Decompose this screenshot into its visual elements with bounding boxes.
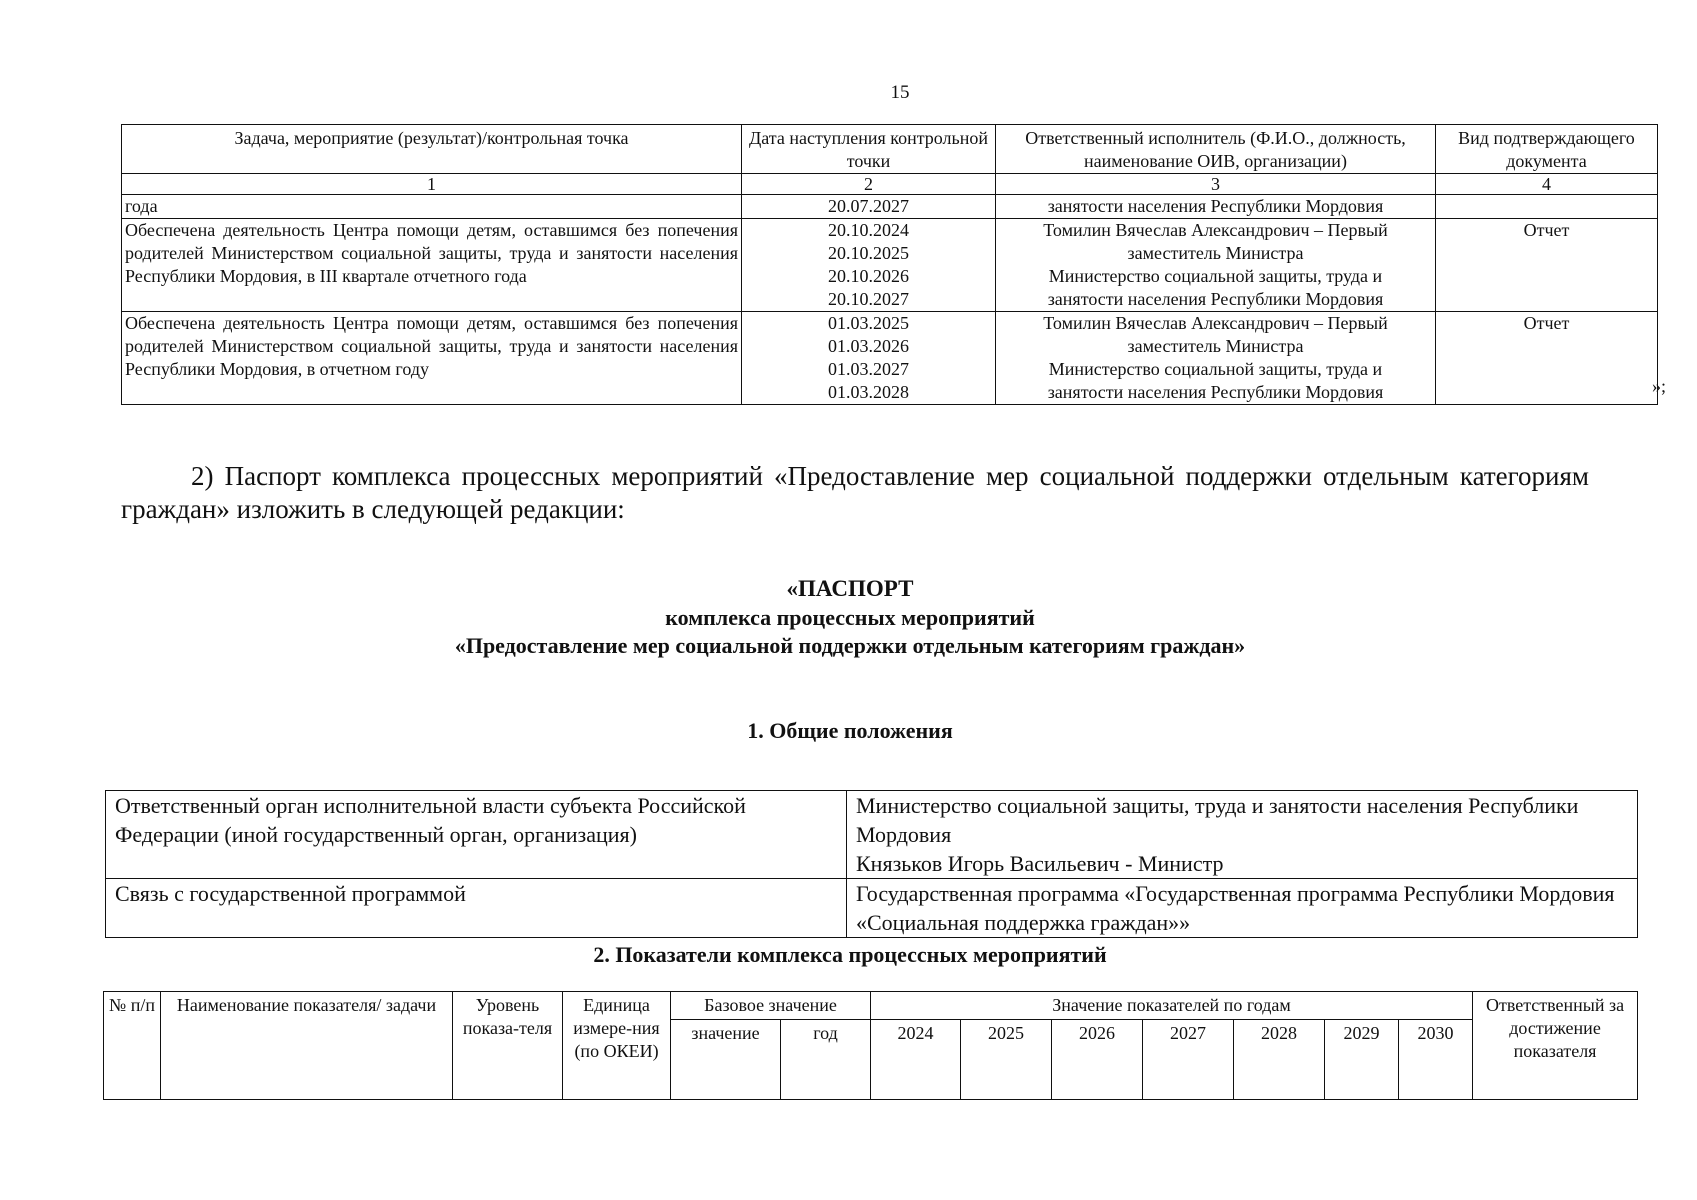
header-year: 2027 [1143,1020,1234,1100]
date-value: 01.03.2025 [828,313,909,333]
column-number: 1 [122,174,742,195]
table-row [122,312,1658,405]
date-value: 20.10.2027 [828,289,909,309]
header-responsible: Ответственный за достижение показателя [1473,992,1638,1100]
document-cell [1436,195,1658,219]
passport-subtitle-name: «Предоставление мер социальной поддержки отдельным категориям граждан» [454,633,1246,658]
executor-cell [996,219,1436,312]
header-executor: Ответственный исполнитель (Ф.И.О., должность, наименование ОИВ, организации) [996,125,1436,174]
provision-value-line: Министерство социальной защиты, труда и занятости населения Республики Мордовия [856,793,1579,847]
table-row [106,791,1638,879]
header-year: 2024 [871,1020,961,1100]
header-year: 2025 [961,1020,1052,1100]
header-unit: Единица измере-ния (по ОКЕИ) [563,992,671,1100]
closing-quote-mark: »; [1652,376,1667,396]
table-row [122,195,1658,219]
header-date: Дата наступления контрольной точки [742,125,996,174]
executor-line: занятости населения Республики Мордовия [1047,382,1384,402]
date-value: 01.03.2027 [828,359,909,379]
date-value: 20.07.2027 [828,196,909,216]
section-2-heading: 2. Показатели комплекса процессных мероприятий [593,942,1107,967]
executor-line: Министерство социальной защиты, труда и [1048,359,1383,379]
date-value: 20.10.2025 [828,243,909,263]
provision-value-line: Государственная программа «Государственная программа Республики Мордовия «Социальная поддержка граждан»» [856,881,1615,935]
date-value: 01.03.2028 [828,382,909,402]
amendment-paragraph: 2) Паспорт комплекса процессных мероприятий «Предоставление мер социальной поддержки отдельным категориям граждан» изложить в следующей редакции: [121,461,1589,524]
executor-line: заместитель Министра [1127,336,1304,356]
provision-value [847,879,1638,938]
passport-subtitle: комплекса процессных мероприятий [665,605,1035,630]
provision-value [847,791,1638,879]
header-base-value: значение [671,1020,781,1100]
column-number: 4 [1436,174,1658,195]
header-year: 2028 [1234,1020,1325,1100]
header-base: Базовое значение [671,992,871,1020]
task-cell: Обеспечена деятельность Центра помощи детям, оставшимся без попечения родителей Министерством социальной защиты, труда и занятости населения Республики Мордовия, в III квартале отчетного года [122,219,742,312]
general-provisions-table [105,790,1638,938]
column-numbers-row [122,174,1658,195]
column-number: 3 [996,174,1436,195]
task-cell: года [122,195,742,219]
table-header-row [122,125,1658,174]
provision-label: Ответственный орган исполнительной власти субъекта Российской Федерации (иной государственный орган, организация) [106,791,847,879]
header-document: Вид подтверждающего документа [1436,125,1658,174]
header-num: № п/п [104,992,161,1100]
document-cell: Отчет [1436,312,1658,405]
date-cell [742,219,996,312]
page-number: 15 [890,82,910,103]
passport-title: «ПАСПОРТ [786,576,914,601]
indicators-table [103,991,1638,1100]
control-points-table [121,124,1658,405]
executor-cell [996,195,1436,219]
task-cell: Обеспечена деятельность Центра помощи детям, оставшимся без попечения родителей Министерством социальной защиты, труда и занятости населения Республики Мордовия, в отчетном году [122,312,742,405]
date-value: 20.10.2026 [828,266,909,286]
provision-value-line: Князьков Игорь Васильевич - Министр [856,851,1224,876]
header-name: Наименование показателя/ задачи [161,992,453,1100]
document-cell: Отчет [1436,219,1658,312]
executor-line: Министерство социальной защиты, труда и [1048,266,1383,286]
header-level: Уровень показа-теля [453,992,563,1100]
column-number: 2 [742,174,996,195]
date-value: 20.10.2024 [828,220,909,240]
header-base-year: год [781,1020,871,1100]
section-1-heading: 1. Общие положения [747,718,953,743]
header-task: Задача, мероприятие (результат)/контрольная точка [122,125,742,174]
header-year: 2026 [1052,1020,1143,1100]
table-header-row [104,992,1638,1020]
header-years-group: Значение показателей по годам [871,992,1473,1020]
executor-line: занятости населения Республики Мордовия [1047,196,1384,216]
table-row [122,219,1658,312]
header-year: 2029 [1325,1020,1399,1100]
date-value: 01.03.2026 [828,336,909,356]
executor-line: Томилин Вячеслав Александрович – Первый [1043,313,1388,333]
executor-line: заместитель Министра [1127,243,1304,263]
provision-label: Связь с государственной программой [106,879,847,938]
date-cell [742,312,996,405]
date-cell [742,195,996,219]
header-year: 2030 [1399,1020,1473,1100]
table-row [106,879,1638,938]
executor-line: занятости населения Республики Мордовия [1047,289,1384,309]
executor-cell [996,312,1436,405]
executor-line: Томилин Вячеслав Александрович – Первый [1043,220,1388,240]
